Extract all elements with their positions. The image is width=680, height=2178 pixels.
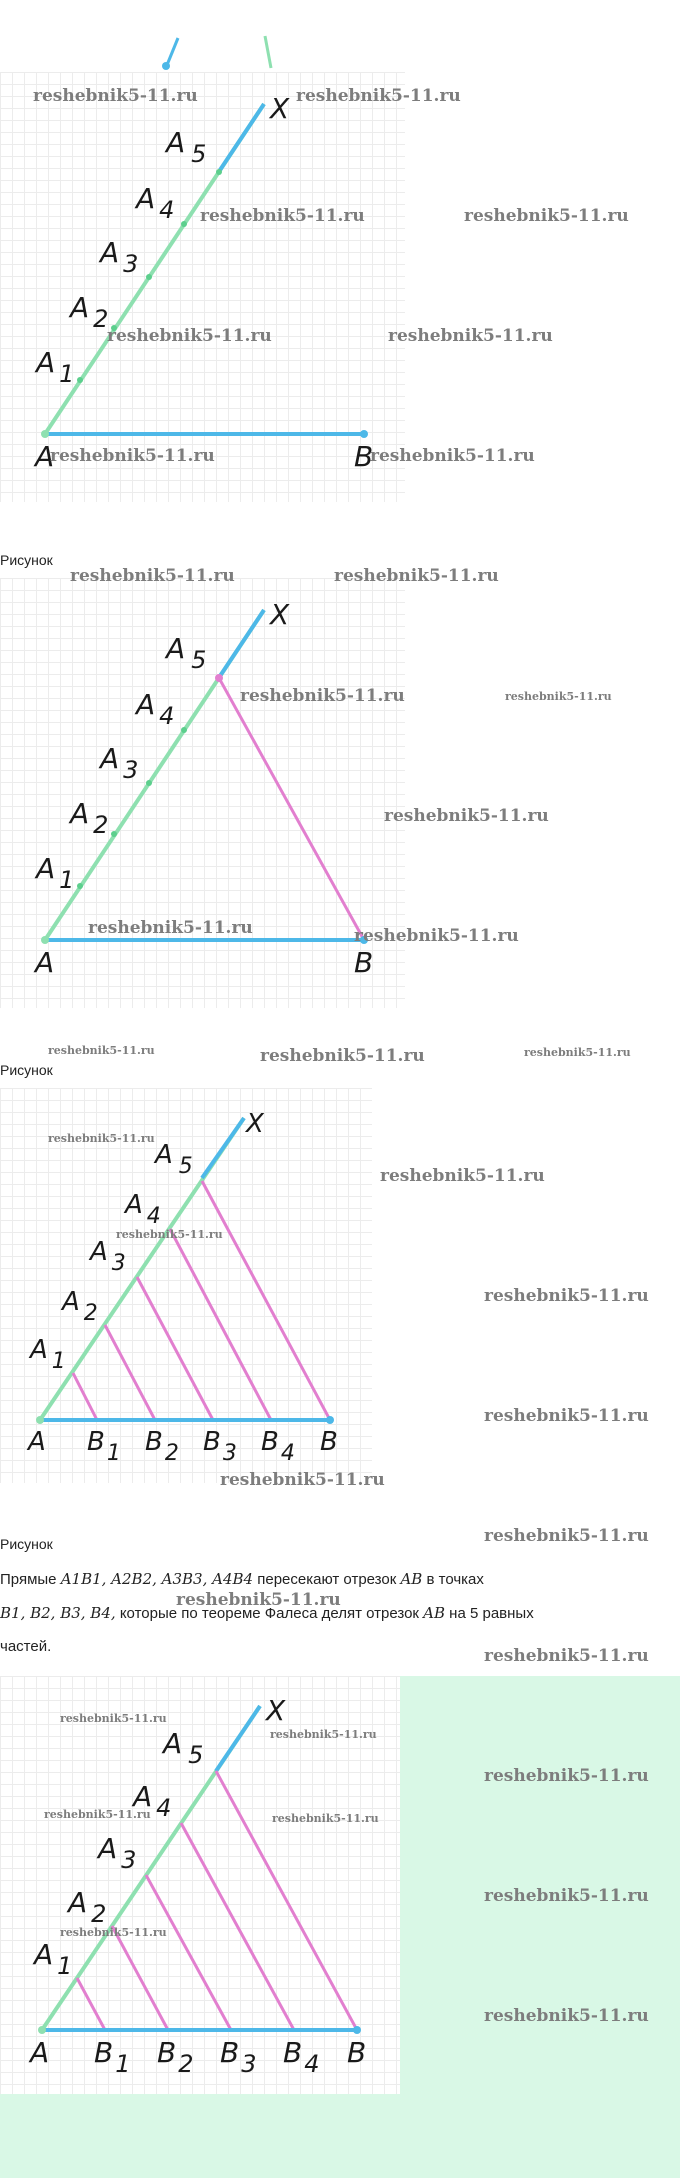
label-a5: A 5 [166, 632, 207, 674]
ray-ax-tip [220, 104, 264, 170]
label-x: X [266, 1694, 286, 1727]
watermark: reshebnik5-11.ru [484, 2006, 649, 2026]
figure-2-caption: Рисунок [0, 1062, 53, 1078]
watermark: reshebnik5-11.ru [33, 86, 198, 106]
watermark: reshebnik5-11.ru [260, 1046, 425, 1066]
label-b1: B1 [94, 2036, 131, 2078]
label-b: B [347, 2036, 367, 2069]
watermark: reshebnik5-11.ru [44, 1808, 151, 1821]
line-a5-b [219, 678, 364, 940]
line-a5-b [202, 1181, 330, 1420]
label-b: B [320, 1427, 338, 1457]
watermark: reshebnik5-11.ru [354, 926, 519, 946]
label-a2: A $_2$ [62, 1287, 98, 1326]
explanation-line-2: B1, B2, B3, B4, которые по теореме Фалеса делят отрезок AB на 5 равных [0, 1604, 534, 1622]
watermark: reshebnik5-11.ru [240, 686, 405, 706]
figure-2-diagram [0, 578, 405, 1008]
label-b1: $B_1$ [87, 1427, 121, 1466]
label-a3: A $_3$ [90, 1237, 126, 1276]
label-a2: A 2 [70, 797, 109, 839]
label-a5: A $_5$ [155, 1140, 193, 1179]
label-b4: B4 [283, 2036, 320, 2078]
watermark: reshebnik5-11.ru [88, 918, 253, 938]
figure-3-grid [0, 1088, 372, 1483]
label-a1: A 1 [36, 852, 75, 894]
watermark: reshebnik5-11.ru [176, 1590, 341, 1610]
figure-1-grid [0, 72, 405, 502]
label-b4: $B_4$ [261, 1427, 295, 1466]
label-a: A [30, 2036, 50, 2069]
watermark: reshebnik5-11.ru [48, 1132, 155, 1145]
watermark: reshebnik5-11.ru [116, 1228, 223, 1241]
figure-1-caption: Рисунок [0, 552, 53, 568]
line-a4-b4 [170, 1229, 271, 1420]
label-b3: $B_3$ [203, 1427, 237, 1466]
watermark: reshebnik5-11.ru [48, 1044, 155, 1057]
watermark: reshebnik5-11.ru [524, 1046, 631, 1059]
watermark: reshebnik5-11.ru [505, 690, 612, 703]
figure-2-grid [0, 578, 405, 1008]
figure-3-diagram [0, 1088, 372, 1483]
watermark: reshebnik5-11.ru [200, 206, 365, 226]
line-a1-b1 [73, 1373, 97, 1420]
watermark: reshebnik5-11.ru [107, 326, 272, 346]
label-x: X [270, 92, 290, 125]
label-a4: A 4 [133, 1780, 172, 1822]
label-a1: A $_1$ [30, 1335, 66, 1374]
label-b2: B2 [157, 2036, 194, 2078]
figure-3-caption: Рисунок [0, 1536, 53, 1552]
watermark: reshebnik5-11.ru [60, 1926, 167, 1939]
figure-1-diagram [0, 72, 405, 502]
label-a4: A $_4$ [125, 1190, 161, 1229]
watermark: reshebnik5-11.ru [370, 446, 535, 466]
watermark: reshebnik5-11.ru [484, 1406, 649, 1426]
top-pen-strokes [0, 0, 680, 80]
explanation-line-3: частей. [0, 1638, 52, 1655]
label-a3: A 3 [98, 1832, 137, 1874]
watermark: reshebnik5-11.ru [464, 206, 629, 226]
watermark: reshebnik5-11.ru [484, 1886, 649, 1906]
label-a5: A 5 [166, 126, 207, 168]
line-a1-b1 [77, 1978, 105, 2030]
watermark: reshebnik5-11.ru [484, 1286, 649, 1306]
line-a3-b3 [146, 1875, 231, 2030]
watermark: reshebnik5-11.ru [484, 1526, 649, 1546]
watermark: reshebnik5-11.ru [296, 86, 461, 106]
label-a5: A 5 [163, 1727, 204, 1769]
watermark: reshebnik5-11.ru [270, 1728, 377, 1741]
line-a3-b3 [137, 1277, 213, 1420]
line-a2-b2 [112, 1926, 168, 2030]
label-x: X [270, 598, 290, 631]
line-a2-b2 [105, 1325, 155, 1420]
label-a4: A 4 [136, 182, 175, 224]
label-b: B [354, 440, 374, 473]
mint-panel-bottom [0, 2094, 680, 2178]
watermark: reshebnik5-11.ru [334, 566, 499, 586]
line-a4-b4 [181, 1823, 294, 2030]
line-a5-b [216, 1771, 357, 2030]
points-list: B1, B2, B3, B4, [0, 1604, 116, 1622]
watermark: reshebnik5-11.ru [60, 1712, 167, 1725]
watermark: reshebnik5-11.ru [484, 1646, 649, 1666]
watermark: reshebnik5-11.ru [50, 446, 215, 466]
label-a: A [35, 946, 55, 979]
watermark: reshebnik5-11.ru [484, 1766, 649, 1786]
label-x: X [246, 1109, 264, 1139]
label-a1: A 1 [34, 1938, 73, 1980]
explanation-line-1: Прямые A1B1, A2B2, A3B3, A4B4 пересекают отрезок AB в точках [0, 1570, 484, 1588]
watermark: reshebnik5-11.ru [70, 566, 235, 586]
watermark: reshebnik5-11.ru [380, 1166, 545, 1186]
label-a1: A 1 [36, 346, 75, 388]
label-b: B [354, 946, 374, 979]
label-a3: A 3 [100, 742, 139, 784]
label-a2: A 2 [68, 1886, 107, 1928]
watermark: reshebnik5-11.ru [220, 1470, 385, 1490]
lines-list: A1B1, A2B2, A3B3, A4B4 [60, 1570, 254, 1588]
label-a4: A 4 [136, 688, 175, 730]
watermark: reshebnik5-11.ru [272, 1812, 379, 1825]
label-a2: A 2 [70, 291, 109, 333]
label-a: A [35, 440, 55, 473]
label-a: A [28, 1427, 46, 1457]
label-b3: B3 [220, 2036, 257, 2078]
watermark: reshebnik5-11.ru [384, 806, 549, 826]
label-b2: $B_2$ [145, 1427, 179, 1466]
watermark: reshebnik5-11.ru [388, 326, 553, 346]
label-a3: A 3 [100, 236, 139, 278]
